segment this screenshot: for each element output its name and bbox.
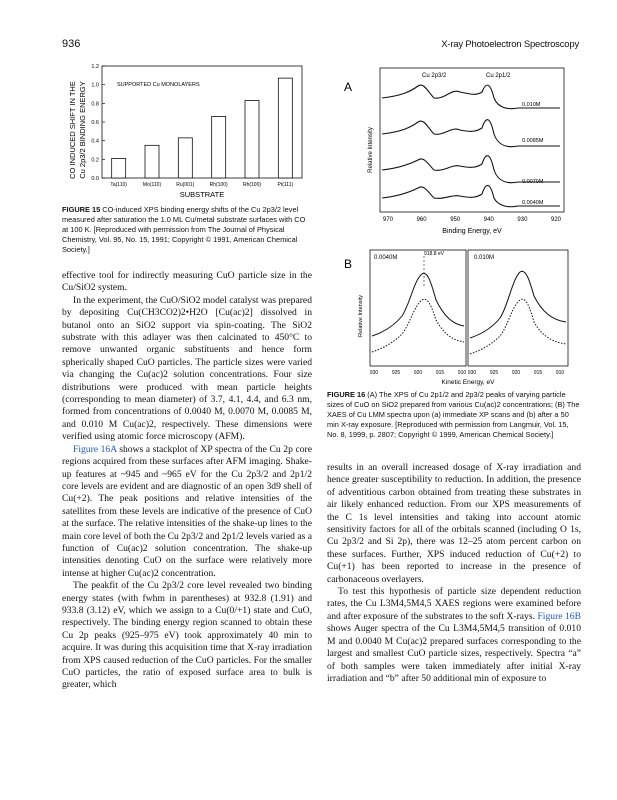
- fig16b-right-curve-a: [470, 271, 566, 338]
- left-column-text: [62, 270, 312, 692]
- fig16b-right-label: 0.010M: [474, 255, 495, 261]
- x-tick-label: Rh(100): [242, 182, 262, 188]
- fig16a-peak-label: Cu 2p3/2: [422, 73, 447, 79]
- running-title: X-ray Photoelectron Spectroscopy: [441, 39, 579, 50]
- fig16a-x-tick-label: 960: [416, 217, 427, 223]
- x-tick-label: Pt(111): [277, 182, 294, 188]
- paragraph: The peakfit of the Cu 2p3/2 core level revealed two binding energy states (with fwhm in parentheses) at 932.8 (1.91) and 933.8 (3.12) eV, which we assign to a Cu(0/+1) state and CuO, respectively. The binding energy region scanned to obtain these Cu 2p peaks (925–975 eV) took approximately 40 min to acquire. It was during this acquisition time that X-ray irradiation from XPS caused reduction of the CuO particles. For the smaller CuO particles, the ratio of exposed surface area to bulk is greater, which: [62, 580, 312, 691]
- paragraph-rest: shows a stackplot of XP spectra of the Cu 2p core regions acquired from these surfaces after AFM imaging. Shake-up features at ~945 and ~965 eV for the Cu 2p3/2 and 2p1/2 core levels are evident and are diagnostic of an open 3d9 shell of Cu(+2). The peak positions and relative intensities of the satellites from these levels are indicative of the presence of CuO at the surface. The relative intensities of the shake-up lines to the main core level of both the Cu 2p3/2 and 2p1/2 levels varied as a function of Cu(ac)2 solution concentration. The shake-up intensities denoting CuO on the surface were relatively more intense at higher Cu(ac)2 concentration.: [62, 443, 312, 579]
- fig16b-left-label: 0.0040M: [374, 255, 398, 261]
- fig16b-x-tick-label: 930: [369, 370, 379, 376]
- x-tick-label: Mo(110): [142, 182, 162, 188]
- paragraph: [62, 444, 312, 580]
- fig16b-left-curve-b: [372, 299, 464, 352]
- figure-16-label: FIGURE 16: [327, 390, 366, 399]
- figure-15-chart: [62, 60, 312, 200]
- fig16a-curve-label: 0.0085M: [522, 138, 544, 144]
- figure-16b-spectra: [340, 246, 580, 386]
- fig16b-x-tick-label: 925: [391, 370, 401, 376]
- y-tick-label: 1.2: [91, 64, 99, 70]
- fig16a-x-tick-label: 920: [550, 217, 562, 223]
- chart-ylabel-line1: CO INDUCED SHIFT IN THE: [68, 81, 77, 179]
- fig16b-x-tick-label: 920: [413, 370, 423, 376]
- fig16b-left-curve-a: [372, 273, 464, 336]
- fig16b-x-tick-label: 910: [555, 370, 565, 376]
- y-tick-label: 0.2: [91, 157, 99, 164]
- fig16a-curve-label: 0.0070M: [522, 179, 544, 185]
- figure-16a-spectra: [340, 58, 580, 236]
- chart-xlabel: SUBSTRATE: [179, 190, 225, 199]
- fig16a-ylabel: Relative Intensity: [368, 127, 374, 173]
- figure-16a-link[interactable]: Figure 16A: [73, 443, 117, 455]
- bar: [278, 78, 292, 178]
- page-number: 936: [62, 38, 81, 50]
- fig16a-peak-label: Cu 2p1/2: [486, 73, 511, 79]
- fig16b-right-curve-b: [470, 299, 566, 354]
- fig16b-xlabel: Kinetic Energy, eV: [441, 379, 495, 386]
- fig16b-x-tick-label: 910: [457, 370, 467, 376]
- fig16b-panel-label: B: [344, 257, 353, 271]
- fig16a-panel-label: A: [344, 80, 353, 94]
- y-tick-label: 0.0: [91, 176, 99, 182]
- fig16a-curve-label: 0.0040M: [522, 200, 544, 206]
- figure-16-caption-text: (A) The XPS of Cu 2p1/2 and 2p3/2 peaks of varying particle sizes of CuO on SiO2 prepared from various Cu(ac)2 concentrations; (B) The XAES of Cu LMM spectra upon (a) immediate XP scans and (b) after a 50 min X-ray exposure. [Reproduced with permission from Langmuir, Vol. 15, No. 8, 1999, p. 2807; Copyright © 1999, American Chemical Society.]: [327, 390, 580, 439]
- bar: [145, 145, 159, 178]
- figure-16b-link[interactable]: Figure 16B: [537, 610, 581, 622]
- bar: [212, 116, 226, 178]
- fig16b-peak-label: 918.8 eV: [424, 251, 445, 257]
- paragraph: results in an overall increased dosage of X-ray irradiation and hence greater susceptibility to reduction. In addition, the presence of adventitious carbon obtained from treating these substrates in air likely enhanced reduction. From our XPS measurements of the C 1s level intensities and taking into account atomic sensitivity factors for all of the orbitals scanned (including O 1s, Cu 2p3/2 and Si 2p), there was 12–25 atom percent carbon on these surfaces. Further, XPS induced reduction of Cu(+2) to Cu(+1) has been reported to increase in the presence of carbonaceous overlayers.: [327, 462, 581, 585]
- fig16b-x-tick-label: 915: [435, 370, 445, 376]
- fig16a-curve-label: 0.010M: [522, 102, 541, 108]
- bar: [112, 158, 126, 178]
- fig16b-right-frame: [468, 250, 568, 366]
- x-tick-label: Ru(001): [176, 182, 195, 188]
- fig16b-x-tick-label: 920: [511, 370, 521, 376]
- figure-15-caption-text: CO-induced XPS binding energy shifts of the Cu 2p3/2 level measured after saturation the 1.0 ML Cu/metal substrate surfaces with CO at 100 K. [Reproduced with permission from The Journal of Physical Chemistry, Vol. 95, No. 15, 1991; Copyright © 1991, American Chemical Society.]: [62, 205, 306, 254]
- x-tick-label: Rh(100): [209, 182, 228, 188]
- y-tick-label: 1.0: [91, 82, 99, 89]
- chart-ylabel-line2: Cu 2p3/2 BINDING ENERGY: [78, 81, 87, 179]
- paragraph: effective tool for indirectly measuring CuO particle size in the Cu/SiO2 system.: [62, 270, 312, 294]
- fig16a-x-tick-label: 940: [483, 217, 494, 223]
- fig16a-x-tick-label: 970: [382, 217, 394, 223]
- fig16b-ylabel: Relative Intensity: [358, 295, 364, 337]
- y-tick-label: 0.4: [91, 138, 99, 145]
- y-tick-label: 0.6: [91, 120, 99, 126]
- figure-15-caption: [62, 205, 312, 255]
- right-column-text: [327, 462, 581, 685]
- bar: [245, 101, 259, 178]
- paragraph: In the experiment, the CuO/SiO2 model catalyst was prepared by depositing Cu(CH3CO2)2•H2O [Cu(ac)2] dissolved in butanol onto an SiO2 support via spin-coating. The SiO2 substrate with this adlayer was then calcinated to 450°C to remove unwanted organic substituents and hence form spherically shaped CuO particles. The particle sizes were varied via changing the Cu(ac)2 solution concentrations. Four size distributions were produced with mean particle heights (corresponding to mean diameter) of 3.7, 4.1, 4.4, and 6.3 nm, formed from concentrations of 0.0040 M, 0.0070 M, 0.0085 M, and 0.010 M Cu(ac)2, respectively. These dimensions were verified using atomic force microscopy (AFM).: [62, 294, 312, 443]
- y-tick-label: 0.8: [91, 101, 99, 108]
- fig16a-x-tick-label: 950: [450, 217, 461, 223]
- fig16a-xlabel: Binding Energy, eV: [442, 228, 502, 235]
- x-tick-label: Ta(110): [110, 182, 127, 188]
- figure-15-label: FIGURE 15: [62, 205, 101, 214]
- fig16b-x-tick-label: 925: [489, 370, 499, 376]
- paragraph-rest: shows Auger spectra of the Cu L3M4,5M4,5 transition of 0.010 M and 0.0040 M Cu(ac)2 prepared surfaces corresponding to the largest and smallest CuO particle sizes, respectively. Spectra “a” of both samples were taken immediately after initial X-ray irradiation and “b” after 50 additional min of exposure to: [327, 623, 581, 684]
- figure-16-caption: [327, 390, 581, 440]
- paragraph-start: To test this hypothesis of particle size dependent reduction rates, the Cu L3M4,5M4,5 XAES regions were examined before and after exposure of the substrates to the soft X-rays.: [327, 586, 581, 622]
- bar: [178, 138, 192, 178]
- fig16b-left-frame: [370, 250, 466, 366]
- fig16a-x-tick-label: 930: [517, 217, 528, 223]
- chart-panel-label: SUPPORTED Cu MONOLAYERS: [117, 82, 200, 88]
- fig16b-x-tick-label: 915: [533, 370, 543, 376]
- paragraph: [327, 586, 581, 685]
- fig16b-x-tick-label: 930: [467, 370, 477, 376]
